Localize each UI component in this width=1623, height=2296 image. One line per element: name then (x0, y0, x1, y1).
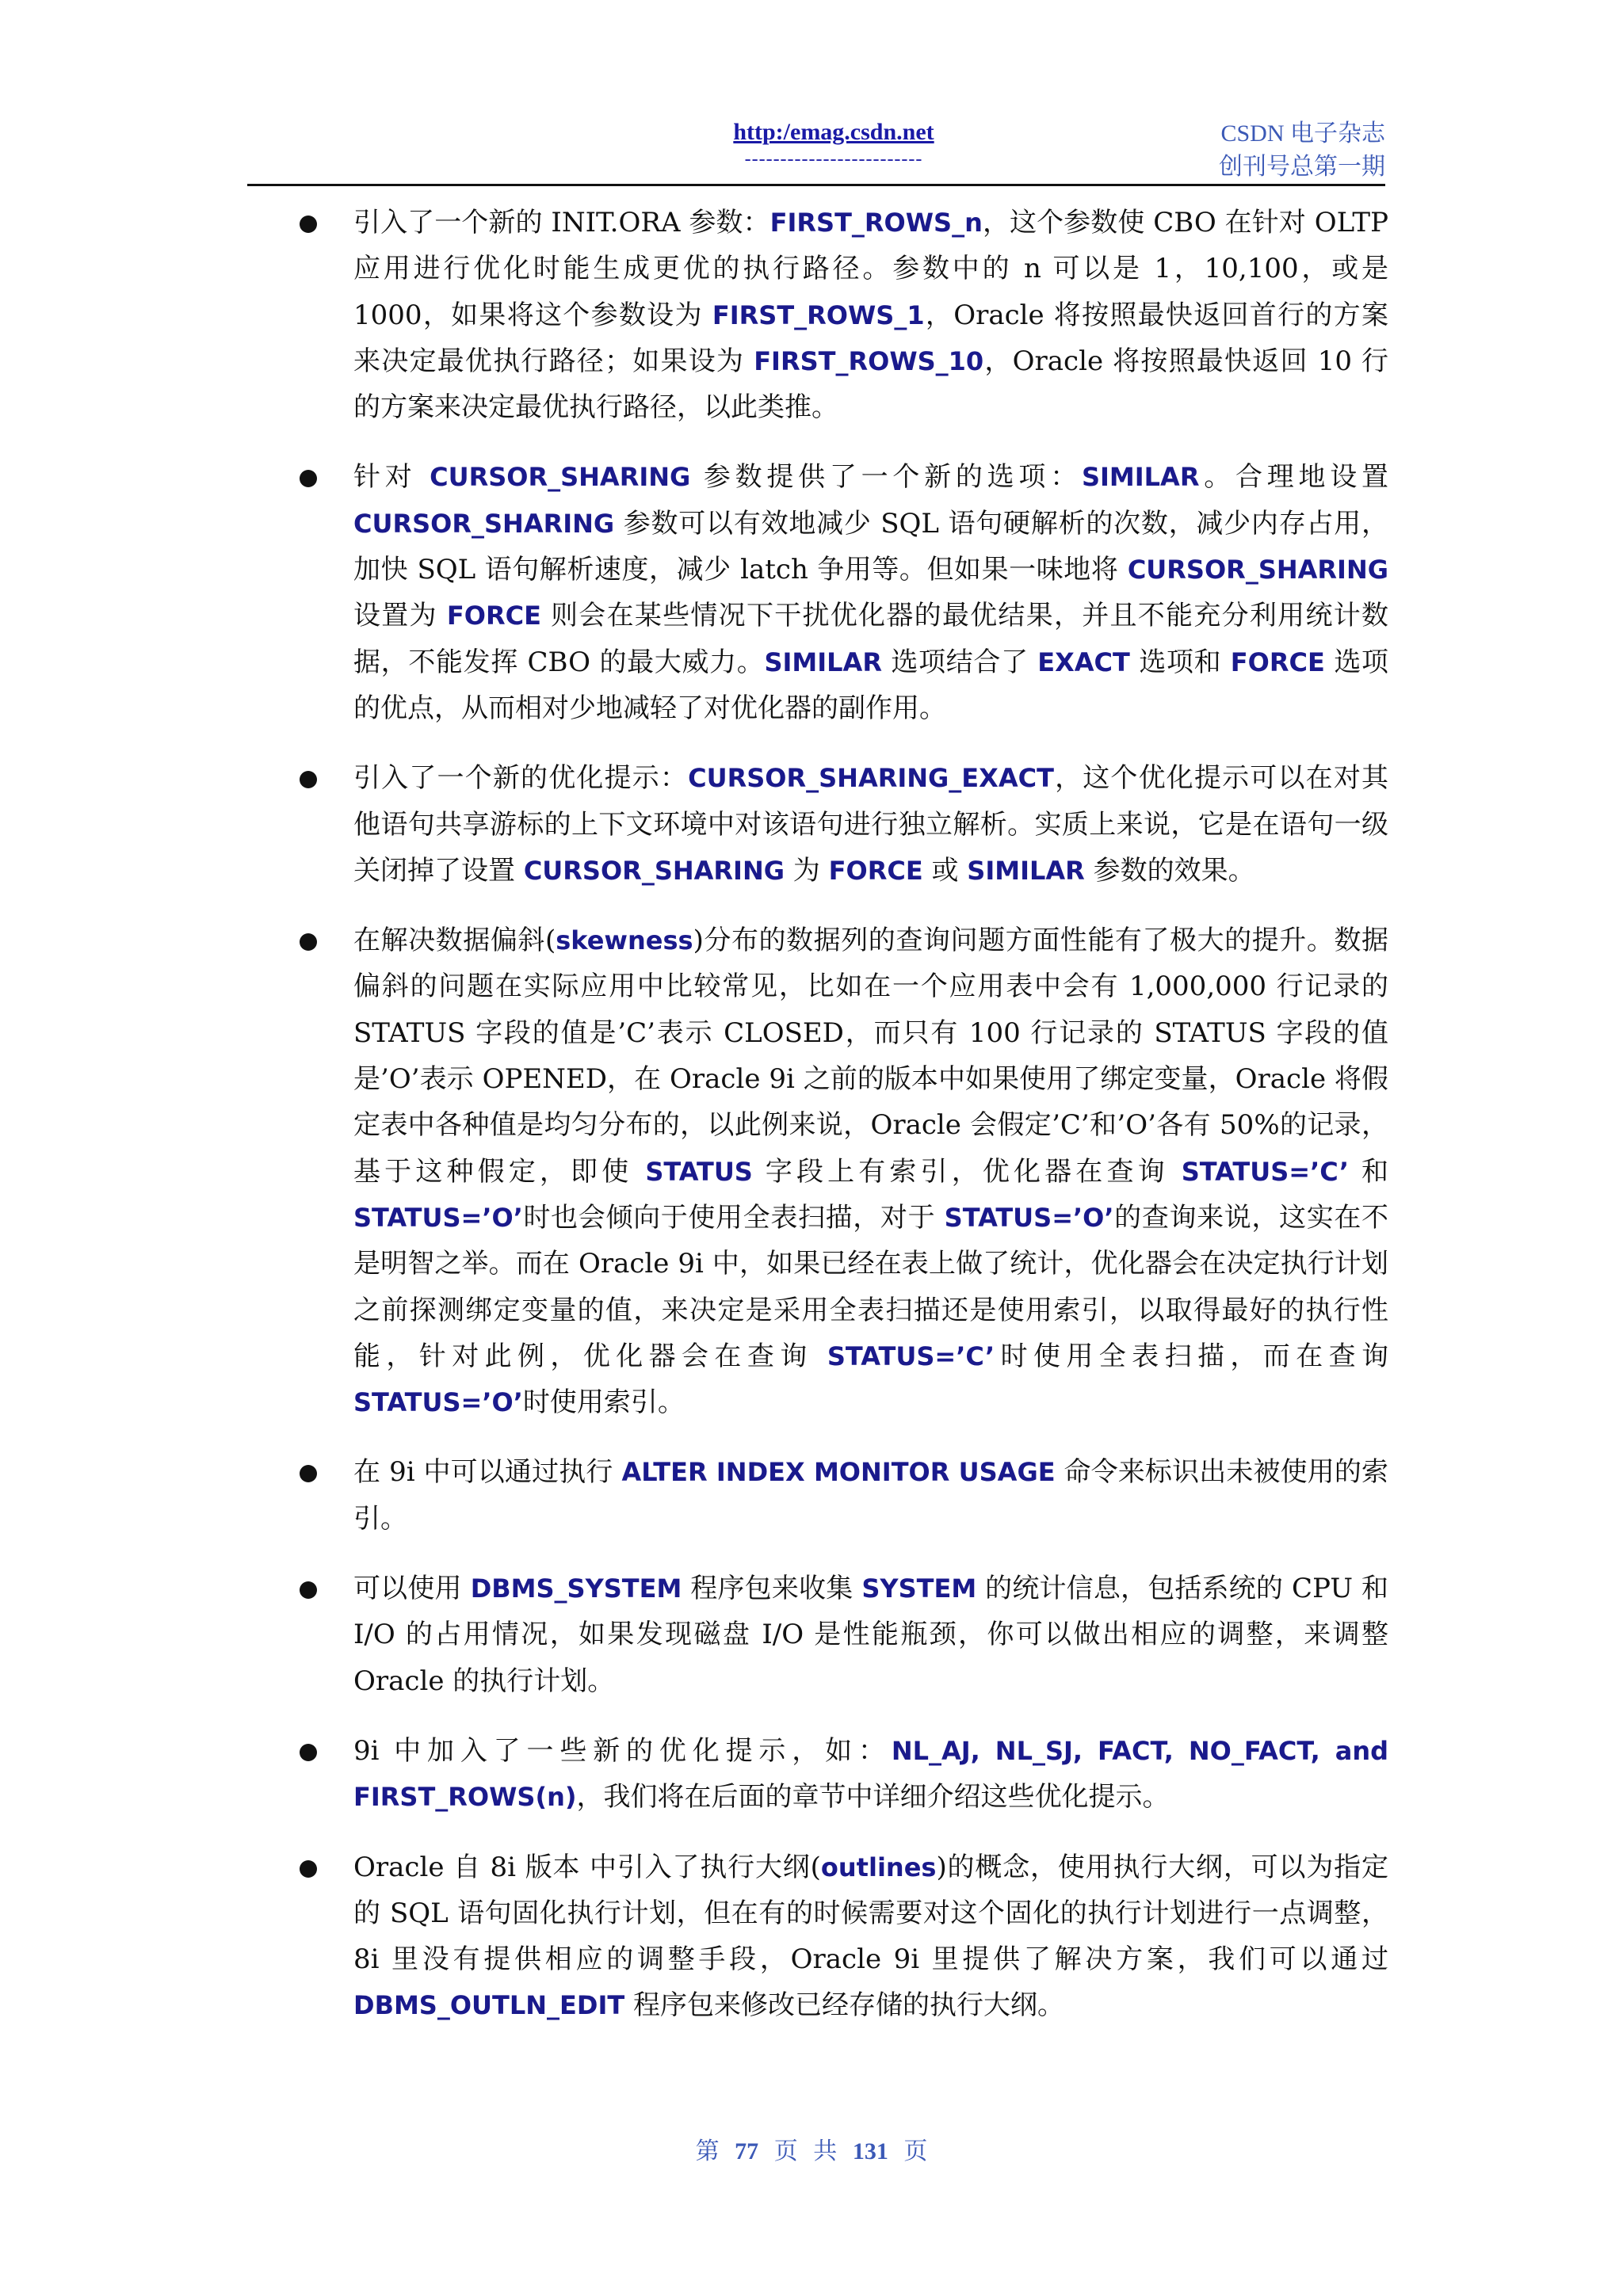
keyword: SIMILAR (967, 855, 1085, 886)
keyword: SIMILAR (764, 646, 882, 677)
text-run: ，Oracle 将按照最快返回首行的方案来决定最优执行路径；如果设为 (353, 299, 1388, 377)
text-run: )分布的数据列的查询问题方面性能有了极大的提升。数据偏斜的问题在实际应用中比较常见，比如在一个应用表中会有 1,000,000 行记录的 STATUS 字段的值是’C’表示 CLOSED，而只有 100 行记录的 STATUS 字段的值是’O’表示 OPENED，在 Oracle 9i 之前的版本中如果使用了绑定变量，Oracle 将假定表中各种值是均匀分布的，以此例来说，Oracle 会假定’C’和’O’各有 50%的记录，基于这种假定，即使 (353, 925, 1389, 1188)
header-magazine-info (1219, 117, 1385, 184)
bullet-dot-icon (300, 1860, 317, 1878)
keyword: CURSOR_SHARING (523, 855, 785, 886)
text-run: 9i 中加入了一些新的优化提示，如： (353, 1734, 892, 1767)
keyword: NL_AJ, NL_SJ, FACT, NO_FACT, and FIRST_ROWS(n) (353, 1735, 1389, 1813)
text-run: 时使用索引。 (522, 1386, 685, 1419)
bullet-dot-icon (300, 771, 317, 788)
keyword: DBMS_SYSTEM (470, 1573, 682, 1604)
text-run: 程序包来收集 (682, 1573, 862, 1605)
text-run: 和 (1349, 1155, 1388, 1188)
keyword: FORCE (1230, 646, 1325, 677)
text-run: Oracle 自 8i 版本 中引入了执行大纲( (353, 1851, 821, 1883)
footer-page-number: 77 (735, 2138, 759, 2164)
keyword: CURSOR_SHARING (1127, 555, 1388, 585)
bullet-item (295, 917, 1388, 1425)
header-dash-line: ------------------------- (744, 149, 923, 170)
header-center (715, 119, 953, 170)
keyword: FIRST_ROWS_n (769, 208, 983, 238)
bullet-list (295, 200, 1388, 2053)
keyword: STATUS=’O’ (353, 1202, 523, 1233)
header-issue: 创刊号总第一期 (1219, 154, 1385, 180)
text-run: 引入了一个新的 INIT.ORA 参数： (353, 207, 770, 238)
keyword: FIRST_ROWS_1 (712, 299, 925, 330)
text-run: )的概念，使用执行大纲，可以为指定的 SQL 语句固化执行计划，但在有的时候需要对这个固化的执行计划进行一点调整，8i 里没有提供相应的调整手段，Oracle 9i 里提供了解决方案，我们可以通过 (353, 1851, 1388, 1976)
text-run: 参数的效果。 (1084, 854, 1255, 887)
bullet-text (353, 1566, 1388, 1704)
text-run: 参数可以有效地减少 SQL 语句硬解析的次数，减少内存占用，加快 SQL 语句解析速度，减少 latch 争用等。但如果一味地将 (353, 507, 1388, 586)
bullet-dot-icon (300, 1744, 317, 1761)
bullet-dot-icon (300, 933, 317, 951)
bullet-text (353, 917, 1388, 1425)
footer-middle: 页 共 (773, 2138, 838, 2165)
text-run: 则会在某些情况下干扰优化器的最优结果，并且不能充分利用统计数据，不能发挥 CBO 的最大威力。 (353, 600, 1388, 678)
text-run: ，这个优化提示可以在对其他语句共享游标的上下文环境中对该语句进行独立解析。实质上来说，它是在语句一级关闭掉了设置 (353, 762, 1389, 887)
text-run: 在解决数据偏斜( (353, 925, 556, 957)
keyword: FIRST_ROWS_10 (754, 345, 984, 376)
text-run: 针对 (353, 461, 430, 494)
keyword: outlines (820, 1852, 937, 1882)
bullet-text (353, 1844, 1388, 2029)
bullet-dot-icon (300, 1465, 317, 1482)
keyword: ALTER INDEX MONITOR USAGE (621, 1457, 1056, 1488)
bullet-dot-icon (300, 1581, 317, 1599)
keyword: STATUS=’C’ (827, 1341, 995, 1371)
bullet-item (295, 200, 1388, 430)
header-magazine-title: CSDN 电子杂志 (1220, 120, 1385, 147)
keyword: FORCE (828, 855, 923, 886)
bullet-dot-icon (300, 470, 317, 487)
text-run: 引入了一个新的优化提示： (353, 762, 689, 795)
bullet-text (353, 1728, 1388, 1821)
text-run: 或 (922, 854, 968, 887)
bullet-item (295, 454, 1388, 731)
text-run: 参数提供了一个新的选项： (690, 461, 1082, 494)
text-run: 为 (785, 854, 829, 887)
bullet-item (295, 1844, 1388, 2029)
text-run: 程序包来修改已经存储的执行大纲。 (624, 1989, 1064, 2022)
text-run: 时也会倾向于使用全表扫描，对于 (522, 1201, 945, 1234)
bullet-text (353, 454, 1388, 731)
keyword: STATUS=’O’ (944, 1202, 1114, 1233)
bullet-text (353, 200, 1388, 430)
text-run: ，这个参数使 CBO 在针对 OLTP 应用进行优化时能生成更优的执行路径。参数中的 n 可以是 1，10,100，或是 1000，如果将这个参数设为 (353, 207, 1388, 331)
keyword: STATUS (645, 1156, 753, 1187)
text-run: ，我们将在后面的章节中详细介绍这些优化提示。 (576, 1781, 1170, 1814)
page-footer (0, 2131, 1623, 2166)
bullet-item (295, 1566, 1388, 1704)
keyword: CURSOR_SHARING_EXACT (688, 763, 1054, 794)
keyword: STATUS=’O’ (353, 1387, 523, 1418)
keyword: FORCE (446, 601, 541, 631)
bullet-dot-icon (300, 215, 317, 233)
text-run: 字段上有索引，优化器在查询 (752, 1155, 1182, 1188)
text-run: 选项和 (1129, 646, 1231, 678)
text-run: 。合理地设置 (1199, 461, 1389, 494)
bullet-item (295, 1449, 1388, 1542)
keyword: EXACT (1037, 646, 1130, 677)
keyword: STATUS=’C’ (1181, 1156, 1350, 1187)
text-run: 选项的优点，从而相对少地减轻了对优化器的副作用。 (353, 646, 1388, 724)
bullet-item (295, 755, 1388, 894)
text-run: 的统计信息，包括系统的 CPU 和 I/O 的占用情况，如果发现磁盘 I/O 是性能瓶颈，你可以做出相应的调整，来调整 Oracle 的执行计划。 (353, 1573, 1388, 1697)
bullet-item (295, 1728, 1388, 1821)
bullet-text (353, 755, 1388, 894)
text-run: 可以使用 (353, 1573, 471, 1605)
keyword: skewness (556, 925, 693, 956)
footer-prefix: 第 (695, 2138, 720, 2165)
text-run: 时使用全表扫描，而在查询 (995, 1340, 1389, 1372)
text-run: 选项结合了 (881, 646, 1038, 678)
keyword: CURSOR_SHARING (353, 508, 615, 539)
bullet-text (353, 1449, 1388, 1542)
keyword: SYSTEM (861, 1573, 977, 1604)
keyword: SIMILAR (1081, 462, 1200, 493)
text-run: 设置为 (353, 600, 447, 632)
text-run: 命令来标识出未被使用的索引。 (353, 1456, 1389, 1535)
footer-suffix: 页 (903, 2138, 928, 2165)
text-run: 在 9i 中可以通过执行 (353, 1456, 622, 1489)
footer-total-pages: 131 (852, 2138, 888, 2164)
keyword: CURSOR_SHARING (430, 462, 691, 493)
page-header (247, 111, 1385, 186)
header-url-link[interactable]: http:/emag.csdn.net (733, 119, 934, 145)
keyword: DBMS_OUTLN_EDIT (353, 1990, 625, 2021)
text-run: 的查询来说，这实在不是明智之举。而在 Oracle 9i 中，如果已经在表上做了统计，优化器会在决定执行计划之前探测绑定变量的值，来决定是采用全表扫描还是使用索引，以取得最好的执行性能，针对此例，优化器会在查询 (353, 1201, 1389, 1372)
text-run: ，Oracle 将按照最快返回 10 行的方案来决定最优执行路径，以此类推。 (353, 345, 1389, 424)
